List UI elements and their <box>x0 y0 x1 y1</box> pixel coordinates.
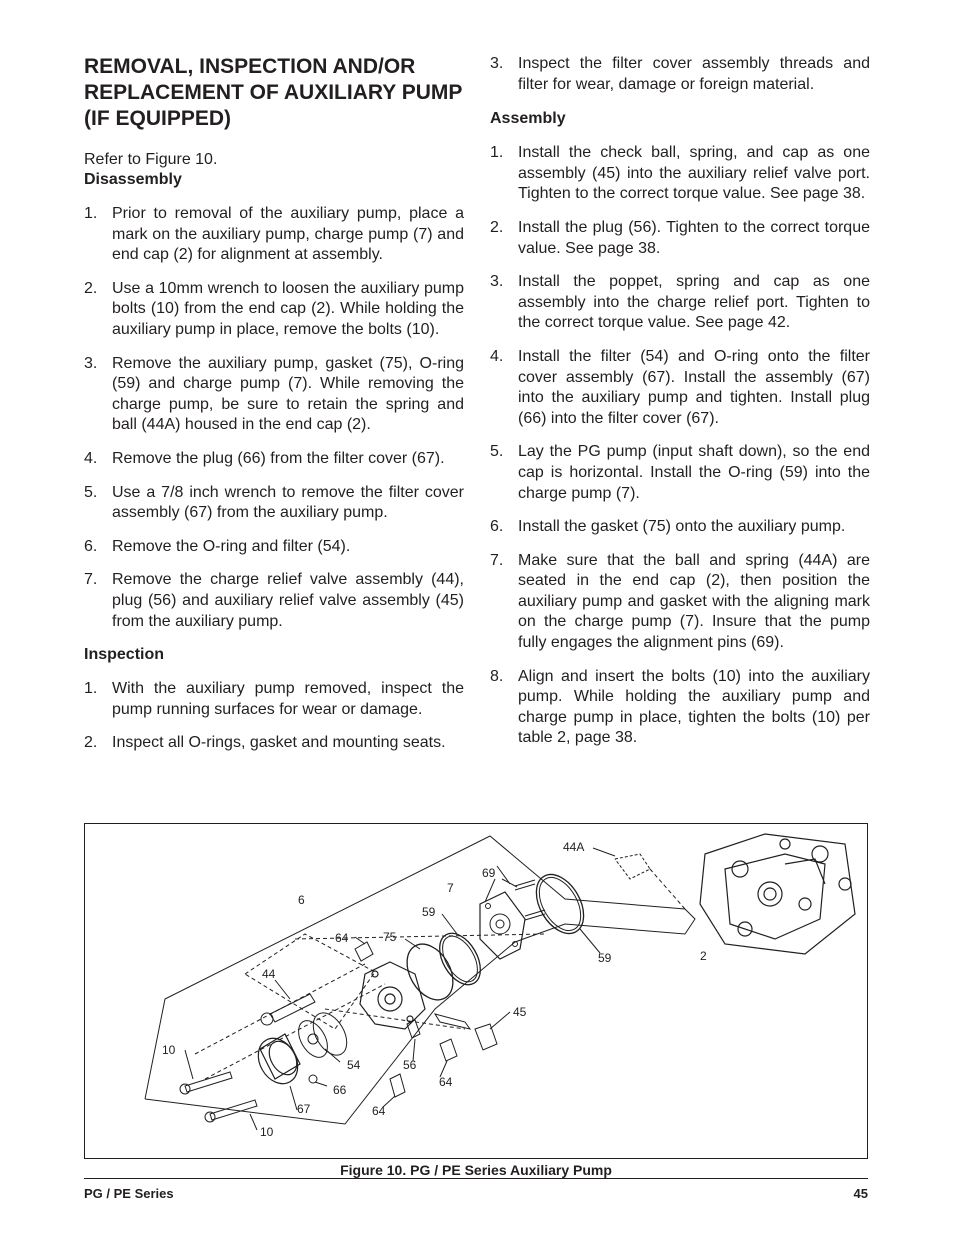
step-number: 8. <box>490 667 504 685</box>
callout-44A: 44A <box>563 840 585 854</box>
list-item <box>490 442 870 504</box>
step-text: Align and insert the bolts (10) into the auxiliary pump. While holding the auxiliary pump and charge pump in place, tighten the bolts (10) per table 2, page 38. <box>518 667 870 747</box>
list-item <box>84 733 464 754</box>
end-cap <box>700 834 855 954</box>
step-number: 2. <box>490 218 504 236</box>
step-number: 4. <box>84 449 98 467</box>
step-text: Remove the charge relief valve assembly (44), plug (56) and auxiliary relief valve assembly (45) from the auxiliary pump. <box>112 571 464 630</box>
list-item <box>490 517 870 538</box>
right-column <box>490 52 870 762</box>
step-number: 1. <box>84 205 98 222</box>
callout-6: 6 <box>298 893 305 907</box>
step-number: 5. <box>490 443 504 461</box>
step-number: 5. <box>84 483 98 501</box>
callout-44: 44 <box>262 967 276 981</box>
list-item <box>490 218 870 259</box>
disassembly-steps <box>84 204 464 632</box>
step-number: 7. <box>490 551 504 569</box>
callout-64-lower-right: 64 <box>439 1075 453 1089</box>
step-number: 4. <box>490 347 504 365</box>
figure-box <box>84 823 868 1159</box>
list-item <box>84 537 464 558</box>
filter <box>293 1016 334 1063</box>
list-item <box>490 347 870 429</box>
list-item <box>490 143 870 205</box>
assembly-heading: Assembly <box>490 110 566 128</box>
bolt-lower <box>205 1100 257 1122</box>
plug-64-lower-right <box>440 1039 457 1061</box>
step-text: Make sure that the ball and spring (44A) are seated in the end cap (2), then position the auxiliary pump and gasket with the aligning mark on the charge pump (7). Insure that the pump fully engages the alignment pins (69). <box>518 551 870 652</box>
intro-text: Refer to Figure 10. <box>84 151 218 168</box>
step-text: Use a 10mm wrench to loosen the auxiliary pump bolts (10) from the end cap (2). While holding the auxiliary pump in place, remove the bolts (10). <box>112 279 464 338</box>
inspection-steps-right <box>490 54 870 95</box>
left-column <box>84 52 464 767</box>
callout-66: 66 <box>333 1083 347 1097</box>
callout-7: 7 <box>447 881 454 895</box>
callout-56: 56 <box>403 1058 417 1072</box>
step-number: 3. <box>84 354 98 372</box>
page-number: 45 <box>853 1186 868 1201</box>
list-item <box>490 551 870 654</box>
plug-64-lower-left <box>390 1074 405 1097</box>
o-ring-59-right <box>527 866 594 941</box>
step-number: 6. <box>84 537 98 555</box>
callout-75: 75 <box>383 930 397 944</box>
step-text: Install the poppet, spring and cap as one assembly into the charge relief port. Tighten to the correct torque value. See page 42. <box>518 273 870 332</box>
bolt-upper <box>180 1072 232 1094</box>
step-text: Inspect the filter cover assembly threads and filter for wear, damage or foreign material. <box>518 55 870 93</box>
callout-45: 45 <box>513 1005 527 1019</box>
footer-divider <box>84 1178 868 1179</box>
assembly-outline <box>145 836 695 1124</box>
filter-cover <box>250 1031 305 1091</box>
callout-69: 69 <box>482 866 496 880</box>
disassembly-heading: Disassembly <box>84 171 182 188</box>
list-item <box>84 570 464 632</box>
exploded-view-diagram <box>85 824 869 1160</box>
spring-ball-outline <box>615 854 650 879</box>
step-text: Remove the O-ring and filter (54). <box>112 537 351 555</box>
list-item <box>84 679 464 720</box>
step-number: 6. <box>490 518 504 536</box>
figure-caption: Figure 10. PG / PE Series Auxiliary Pump <box>340 1162 612 1178</box>
callout-67: 67 <box>297 1102 311 1116</box>
list-item <box>490 272 870 334</box>
callout-64-lower-left: 64 <box>372 1104 386 1118</box>
step-number: 7. <box>84 571 98 589</box>
step-number: 3. <box>490 273 504 291</box>
assembly-steps <box>490 143 870 749</box>
callout-10-lower: 10 <box>260 1125 274 1139</box>
step-text: Install the plug (56). Tighten to the correct torque value. See page 38. <box>518 218 870 257</box>
step-text: Lay the PG pump (input shaft down), so the end cap is horizontal. Install the O-ring (59) into the charge pump (7). <box>518 443 870 502</box>
callout-2: 2 <box>700 949 707 963</box>
list-item <box>490 667 870 749</box>
plug-64-top <box>355 942 373 961</box>
charge-pump <box>480 892 525 959</box>
step-number: 1. <box>490 144 504 162</box>
step-number: 2. <box>84 734 98 752</box>
callout-54: 54 <box>347 1058 361 1072</box>
step-text: Install the gasket (75) onto the auxiliary pump. <box>518 518 846 536</box>
step-text: Install the check ball, spring, and cap as one assembly (45) into the auxiliary relief valve port. Tighten to the correct torque value. See page 38. <box>518 144 870 203</box>
page-title: REMOVAL, INSPECTION AND/OR REPLACEMENT OF AUXILIARY PUMP (IF EQUIPPED) <box>84 55 463 130</box>
inspection-heading: Inspection <box>84 646 165 664</box>
charge-relief-valve <box>270 994 315 1022</box>
step-number: 3. <box>490 55 504 72</box>
list-item <box>84 483 464 524</box>
step-text: Prior to removal of the auxiliary pump, place a mark on the auxiliary pump, charge pump (7) and end cap (2) for alignment at assembly. <box>112 205 464 264</box>
inspection-steps-left <box>84 679 464 754</box>
step-text: Inspect all O-rings, gasket and mounting seats. <box>112 734 446 752</box>
list-item <box>84 204 464 266</box>
footer-series: PG / PE Series <box>84 1186 174 1201</box>
step-text: Install the filter (54) and O-ring onto the filter cover assembly (67). Install the assembly (67) into the auxiliary pump and tighten. Install plug (66) into the filter cover (67). <box>518 347 870 427</box>
step-number: 2. <box>84 279 98 297</box>
list-item <box>84 354 464 436</box>
step-number: 1. <box>84 680 98 698</box>
callout-64-top: 64 <box>335 931 349 945</box>
callout-59-left: 59 <box>422 905 436 919</box>
step-text: Remove the plug (66) from the filter cover (67). <box>112 449 445 467</box>
step-text: With the auxiliary pump removed, inspect the pump running surfaces for wear or damage. <box>112 680 464 718</box>
list-item <box>84 279 464 341</box>
auxiliary-pump-body <box>360 962 425 1029</box>
list-item <box>490 54 870 95</box>
callout-10-upper: 10 <box>162 1043 176 1057</box>
step-text: Remove the auxiliary pump, gasket (75), O-ring (59) and charge pump (7). While removing the charge pump, be sure to retain the spring and ball (44A) housed in the end cap (2). <box>112 354 464 434</box>
list-item <box>84 449 464 470</box>
step-text: Use a 7/8 inch wrench to remove the filter cover assembly (67) from the auxiliary pump. <box>112 483 464 522</box>
callout-59-right: 59 <box>598 951 612 965</box>
